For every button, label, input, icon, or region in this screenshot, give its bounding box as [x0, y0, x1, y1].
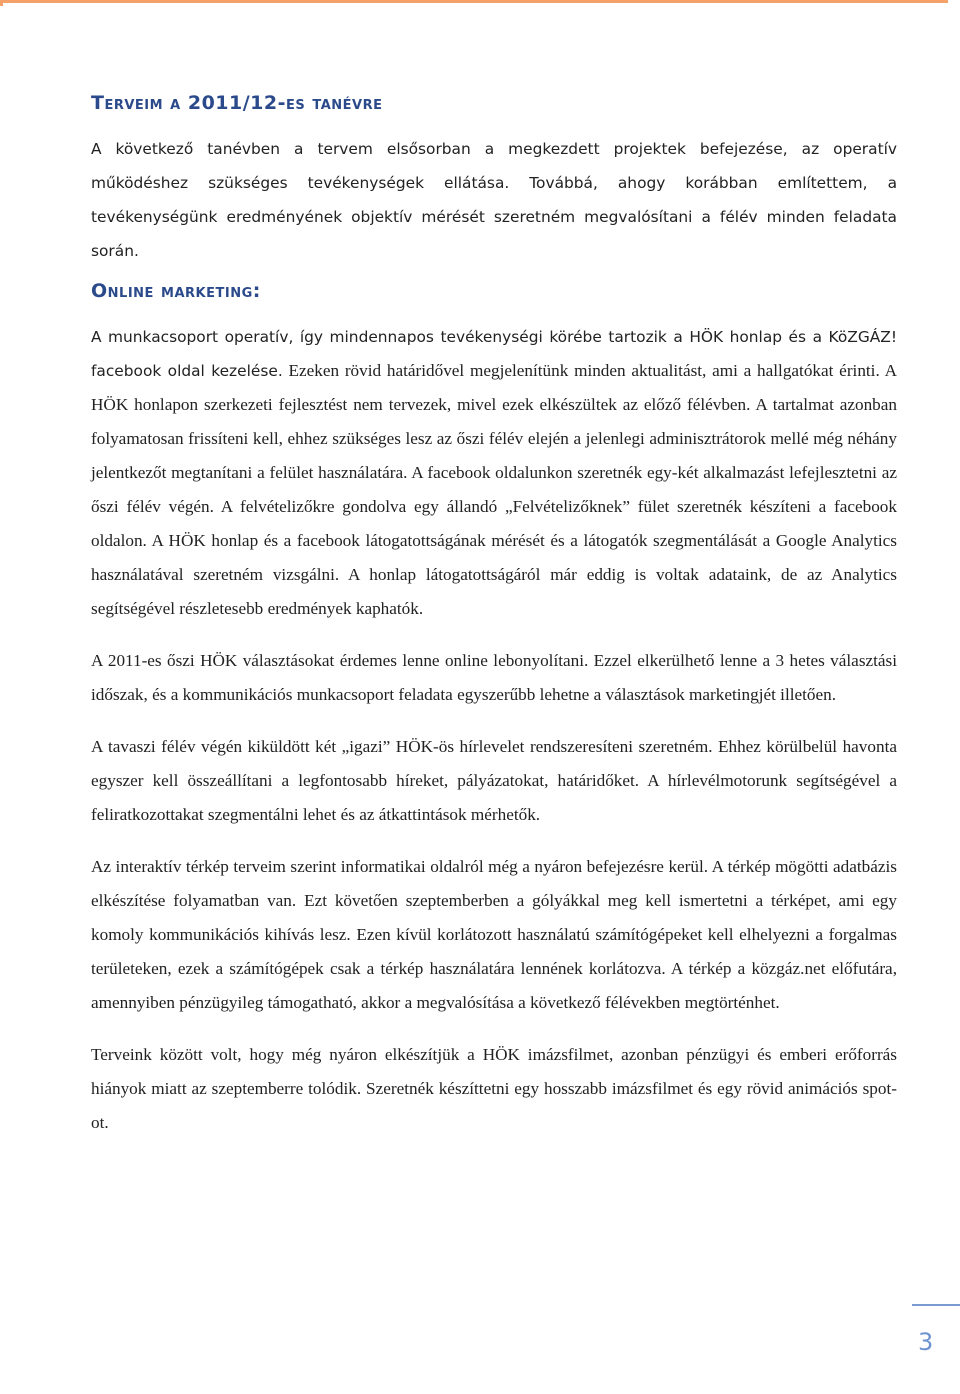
online-paragraph-lead: A munkacsoport operatív, így mindennapos tevékenységi körébe tartozik a HÖK honlap és a KöZGÁZ! facebook oldal kezelése.: [91, 328, 897, 380]
online-marketing-paragraph: [91, 320, 897, 626]
page-number-rule: [912, 1304, 960, 1306]
document-body: [91, 86, 897, 1140]
map-paragraph: Az interaktív térkép terveim szerint informatikai oldalról még a nyáron befejezésre kerül. A térkép mögötti adatbázis elkészítése folyamatban van. Ezt követően szeptemberben a gólyákkal meg kell ismertetni a térképet, ami egy komoly kommunikációs kihívás lesz. Ezen kívül korlátozott használatú számítógépeket kell elhelyezni a forgalmas területeken, ezek a számítógépek csak a térkép használatára lennének korlátozva. A térkép a közgáz.net előfutára, amennyiben pénzügyileg támogatható, akkor a megvalósítása a következő félévekben megtörténhet.: [91, 857, 897, 1012]
page-border-top: [0, 0, 948, 6]
newsletter-paragraph: A tavaszi félév végén kiküldött két „igazi” HÖK-ös hírlevelet rendszeresíteni szeretném. Ehhez körülbelül havonta egyszer kell összeállítani a legfontosabb híreket, pályázatokat, határidőket. A hírlevélmotorunk segítségével a feliratkozottakat szegmentálni lehet és az átkattintások mérhetők.: [91, 737, 897, 824]
election-paragraph: A 2011-es őszi HÖK választásokat érdemes lenne online lebonyolítani. Ezzel elkerülhető lenne a 3 hetes választási időszak, és a kommunikációs munkacsoport feladata egyszerűbb lehetne a választások marketingjét illetően.: [91, 651, 897, 704]
page-number: 3: [918, 1328, 934, 1356]
film-paragraph: Terveink között volt, hogy még nyáron elkészítjük a HÖK imázsfilmet, azonban pénzügyi és emberi erőforrás hiányok miatt az szeptemberre tolódik. Szeretnék készíttetni egy hosszabb imázsfilmet és egy rövid animációs spot-ot.: [91, 1045, 897, 1132]
online-paragraph-body: Ezeken rövid határidővel megjelenítünk minden aktualitást, ami a hallgatókat érinti. A HÖK honlapon szerkezeti fejlesztést nem tervezek, mivel ezek elkészültek az előző félévben. A tartalmat azonban folyamatosan frissíteni kell, ehhez szükséges lesz az őszi félév elején a jelenlegi adminisztrátorok mellé még néhány jelentkezőt megtanítani a felület használatára. A facebook oldalunkon szeretnék egy-két alkalmazást lefejlesztetni az őszi félév végén. A felvételizőkre gondolva egy állandó „Felvételizőknek” fület szeretnék készíteni a facebook oldalon. A HÖK honlap és a facebook látogatottságának mérését és a látogatók szegmentálását a Google Analytics használatával szeretném vizsgálni. A honlap látogatottságáról már eddig is voltak adataink, de az Analytics segítségével részletesebb eredmények kaphatók.: [91, 361, 897, 618]
section-heading: Terveim a 2011/12-es tanévre: [91, 92, 383, 114]
subsection-heading: Online marketing:: [91, 280, 261, 302]
intro-paragraph: A következő tanévben a tervem elsősorban a megkezdett projektek befejezése, az operatív működéshez szükséges tevékenységek ellátása. Továbbá, ahogy korábban említettem, a tevékenységünk eredményének objektív mérését szeretném megvalósítani a félév minden feladata során.: [91, 140, 897, 260]
